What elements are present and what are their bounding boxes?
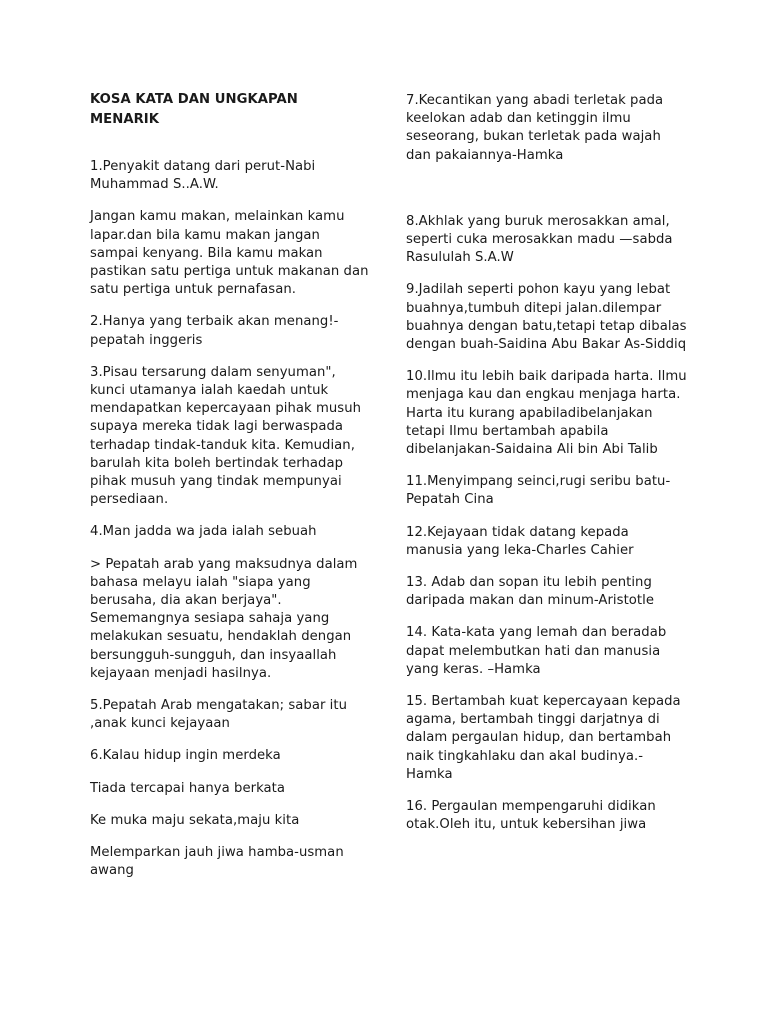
title-line-1: KOSA KATA DAN UNGKAPAN [90, 92, 298, 107]
paragraph-4-detail: > Pepatah arab yang maksudnya dalam bahasa melayu ialah "siapa yang berusaha, dia akan berjaya". Sememangnya sesiapa sahaja yang melakukan sesuatu, hendaklah dengan bersungguh-sungguh, dan insyaallah kejayaan menjadi hasilnya. [90, 556, 358, 681]
poem-line-4: Melemparkan jauh jiwa hamba-usman awang [90, 845, 344, 879]
paragraph-10: 10.Ilmu itu lebih baik daripada harta. Ilmu menjaga kau dan engkau menjaga harta. Harta itu kurang apabiladibelanjakan tetapi Ilmu bertambah apabila dibelanjakan-Saidaina Ali bin Abi Talib [406, 369, 687, 458]
paragraph-7: 7.Kecantikan yang abadi terletak pada keelokan adab dan ketinggin ilmu seseorang, bukan terletak pada wajah dan pakaiannya-Hamka [406, 93, 664, 163]
paragraph-14: 14. Kata-kata yang lemah dan beradab dapat melembutkan hati dan manusia yang keras. –Hamka [406, 625, 667, 677]
paragraph-1-detail: Jangan kamu makan, melainkan kamu lapar.dan bila kamu makan jangan sampai kenyang. Bila kamu makan pastikan satu pertiga untuk makanan dan satu pertiga untuk pernafasan. [90, 209, 369, 298]
left-column [90, 90, 372, 895]
poem-line-3: Ke muka maju sekata,maju kita [90, 812, 300, 828]
paragraph-6: 6.Kalau hidup ingin merdeka [90, 748, 281, 764]
paragraph-5: 5.Pepatah Arab mengatakan; sabar itu ,anak kunci kejayaan [90, 698, 348, 732]
title-line-2: MENARIK [90, 112, 160, 127]
paragraph-4: 4.Man jadda wa jada ialah sebuah [90, 524, 317, 540]
paragraph-15: 15. Bertambah kuat kepercayaan kepada agama, bertambah tinggi darjatnya di dalam pergaulan hidup, dan bertambah naik tingkahlaku dan akal budinya.-Hamka [406, 694, 681, 782]
poem-line-2: Tiada tercapai hanya berkata [90, 780, 286, 796]
paragraph-9: 9.Jadilah seperti pohon kayu yang lebat buahnya,tumbuh ditepi jalan.dilempar buahnya dengan batu,tetapi tetap dibalas dengan buah-Saidina Abu Bakar As-Siddiq [406, 282, 687, 353]
right-column [406, 92, 688, 849]
paragraph-11: 11.Menyimpang seinci,rugi seribu batu-Pepatah Cina [406, 474, 671, 508]
paragraph-3: 3.Pisau tersarung dalam senyuman", kunci utamanya ialah kaedah untuk mendapatkan kepercayaan pihak musuh supaya mereka tidak lagi berwaspada terhadap tindak-tanduk kita. Kemudian, barulah kita boleh bertindak terhadap pihak musuh yang tindak mempunyai persediaan. [90, 364, 362, 508]
paragraph-2: 2.Hanya yang terbaik akan menang!-pepatah inggeris [90, 314, 339, 348]
paragraph-12: 12.Kejayaan tidak datang kepada manusia yang leka-Charles Cahier [406, 524, 634, 558]
document-title [90, 90, 372, 130]
paragraph-13: 13. Adab dan sopan itu lebih penting daripada makan dan minum-Aristotle [406, 575, 655, 609]
paragraph-16: 16. Pergaulan mempengaruhi didikan otak.Oleh itu, untuk kebersihan jiwa [406, 799, 656, 833]
paragraph-1: 1.Penyakit datang dari perut-Nabi Muhammad S..A.W. [90, 159, 316, 193]
paragraph-8: 8.Akhlak yang buruk merosakkan amal, seperti cuka merosakkan madu —sabda Rasululah S.A.W [406, 213, 673, 266]
